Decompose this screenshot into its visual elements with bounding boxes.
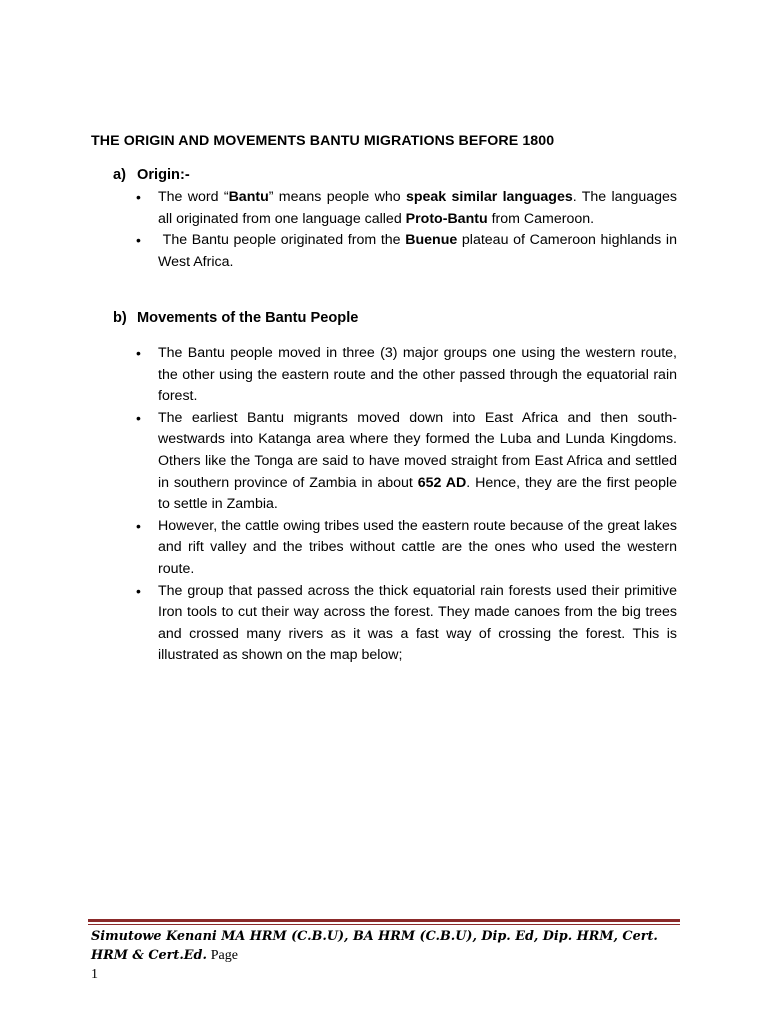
list-item bbox=[158, 343, 677, 408]
bold-run: speak similar languages bbox=[405, 189, 573, 205]
text-run: from Cameroon. bbox=[487, 210, 595, 227]
section-b-title: Movements of the Bantu People bbox=[137, 310, 359, 326]
text-run: However, the cattle owing tribes used the eastern route because of the great lakes and rift valley and the tribes without cattle are the ones who used the western route. bbox=[158, 517, 677, 577]
text-run: . Hence, they are the first people to settle in Zambia. bbox=[158, 474, 678, 513]
section-a-heading bbox=[113, 167, 190, 183]
text-run: . The languages all originated from one language called bbox=[158, 189, 677, 227]
text-run: The word “ bbox=[158, 189, 229, 205]
footer-page-label: Page bbox=[210, 948, 238, 963]
text-run: ” means people who bbox=[268, 189, 406, 205]
page-footer bbox=[91, 927, 681, 984]
list-item bbox=[158, 187, 677, 230]
document-title: THE ORIGIN AND MOVEMENTS BANTU MIGRATIONS BEFORE 1800 bbox=[91, 133, 555, 149]
footer-divider-thin bbox=[88, 924, 680, 925]
section-b-list bbox=[158, 343, 677, 667]
text-run: plateau of Cameroon highlands in West Africa. bbox=[158, 232, 677, 270]
bold-run: 652 AD bbox=[417, 474, 467, 491]
text-run: The Bantu people originated from the bbox=[158, 232, 406, 249]
bold-run: Buenue bbox=[405, 232, 458, 249]
section-a-title: Origin:- bbox=[137, 167, 190, 183]
section-b-number: b) bbox=[113, 310, 127, 326]
section-a-list bbox=[158, 187, 677, 273]
list-item bbox=[158, 230, 677, 273]
bold-run: Proto-Bantu bbox=[405, 210, 488, 227]
bold-run: Bantu bbox=[228, 189, 269, 205]
footer-page-number: 1 bbox=[91, 967, 98, 982]
list-item bbox=[158, 516, 677, 581]
footer-author: Simutowe Kenani MA HRM (C.B.U), BA HRM (C.B.U), Dip. Ed, Dip. HRM, Cert. HRM & Cert.Ed. bbox=[91, 929, 658, 963]
text-run: The group that passed across the thick equatorial rain forests used their primitive Iron tools to cut their way across the forest. They made canoes from the big trees and crossed many rivers as it was a fast way of crossing the forest. This is illustrated as shown on the map below; bbox=[158, 582, 677, 664]
text-run: The earliest Bantu migrants moved down into East Africa and then south-westwards into Katanga area where they formed the Luba and Lunda Kingdoms. Others like the Tonga are said to have moved straight from East Africa and settled in southern province of Zambia in about bbox=[158, 409, 677, 491]
section-b-heading bbox=[113, 310, 358, 326]
section-a-number: a) bbox=[113, 167, 126, 183]
text-run: The Bantu people moved in three (3) major groups one using the western route, the other using the eastern route and the other passed through the equatorial rain forest. bbox=[158, 345, 677, 405]
list-item bbox=[158, 408, 677, 516]
footer-divider bbox=[88, 919, 680, 922]
list-item bbox=[158, 581, 677, 667]
